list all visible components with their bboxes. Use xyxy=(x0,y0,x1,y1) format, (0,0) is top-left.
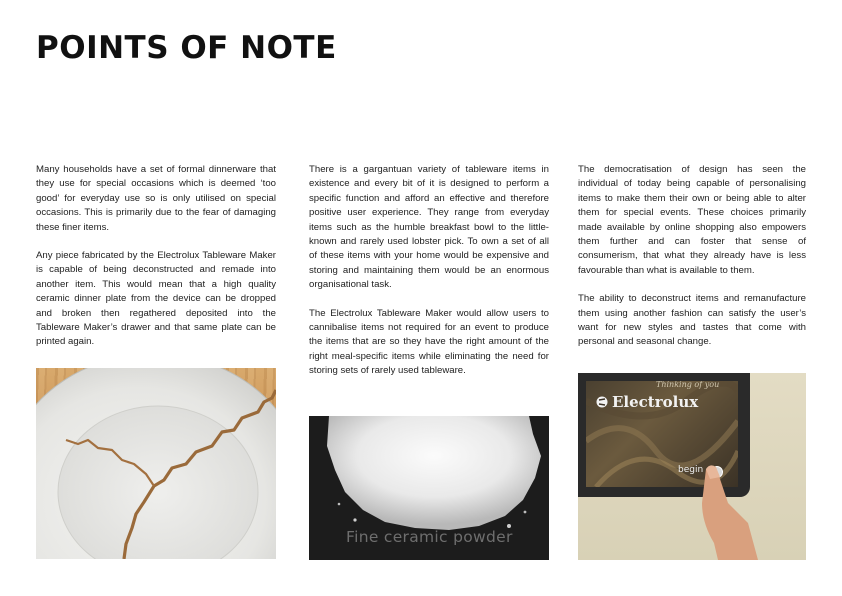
text-column-2 xyxy=(309,163,549,393)
paragraph: There is a gargantuan variety of tableware items in existence and every bit of it is designed to perform a specific function and afford an effective and therefore positive user experience. They range from everyday items such as the humble breakfast bowl to the little-known and rarely used lobster pick. To own a set of all of these items with your home would be expensive and storing and maintaining them would be an enormous organisational task. xyxy=(309,164,549,291)
brand-name: Electrolux xyxy=(612,393,699,411)
ceramic-powder-image xyxy=(309,416,549,560)
powder-caption: Fine ceramic powder xyxy=(346,528,513,546)
paragraph: Any piece fabricated by the Electrolux Tableware Maker is capable of being deconstructed and remade into another item. This would mean that a high quality ceramic dinner plate from the device can be dropped and broken then regathered deposited into the Tableware Maker’s drawer and that same plate can be printed again. xyxy=(36,250,276,348)
device-script-text: Thinking of you xyxy=(656,381,720,389)
paragraph: The democratisation of design has seen the individual of today being capable of personalising items to make them their own or being able to alter them for special events. These choices primarily made available by online shopping also empowers them further and can foster that sense of consumerism, that what they already have is less favourable than what is available to them. xyxy=(578,164,806,276)
paragraph: The Electrolux Tableware Maker would allow users to cannibalise items not required for an event to produce the items that are so they have the right amount of the right meal-specific items while eliminating the need for storing sets of rarely used tableware. xyxy=(309,307,549,377)
broken-plate-image xyxy=(36,368,276,559)
pointing-hand-illustration xyxy=(578,373,806,560)
paragraph: The ability to deconstruct items and remanufacture them using another fashion can satisfy the user’s want for new styles and tastes that come with personal and seasonal change. xyxy=(578,293,806,348)
broken-plate-illustration xyxy=(36,368,276,559)
text-column-1 xyxy=(36,163,276,364)
electrolux-device-image xyxy=(578,373,806,560)
paragraph: Many households have a set of formal dinnerware that they use for special occasions which is deemed ‘too good’ for everyday use so is only utilised on special occasions. This is primarily due to the fear of damaging these finer items. xyxy=(36,164,276,233)
begin-label: begin xyxy=(678,465,704,475)
page-title: POINTS OF NOTE xyxy=(36,30,337,66)
text-column-3 xyxy=(578,163,806,364)
